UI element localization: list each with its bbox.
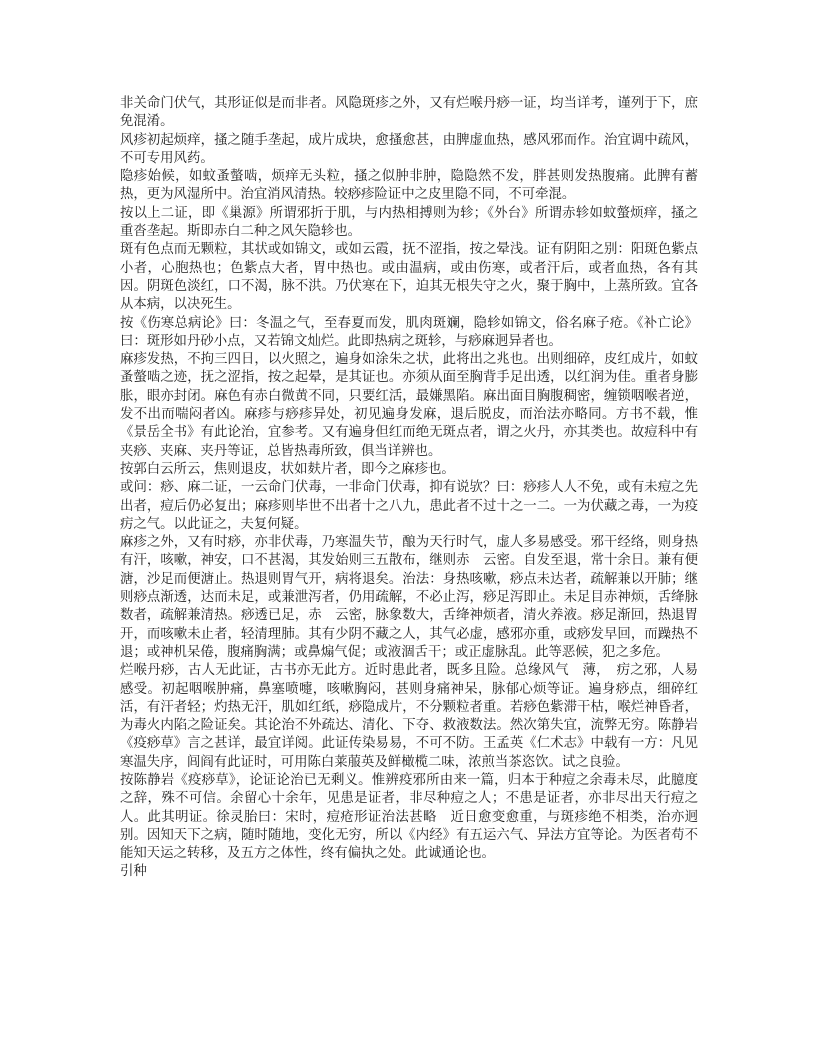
paragraph: 烂喉丹痧，古人无此证，古书亦无此方。近时患此者，既多且险。总缘风气 薄， 疠之邪，人易感受。初起咽喉肿痛，鼻塞喷嚏，咳嗽胸闷，甚则身痛神呆，脉郁心烦等证。遍身痧点，细碎红活，有汗者轻；灼热无汗，肌如红纸，痧隐成片，不分颗粒者重。若痧色紫滞干枯，喉烂神昏者，为毒火内陷之险证矣。其论治不外疏达、清化、下夺、救液数法。然次第失宜，流弊无穷。陈静岩《疫痧草》言之甚详，最宜详阅。此证传染易易，不可不防。王孟英《仁术志》中载有一方：凡见寒温失序，闾阎有此证时，可用陈白莱菔英及鲜橄榄二味，浓煎当茶恣饮。试之良验。 bbox=[120, 662, 698, 769]
paragraph: 斑有色点而无颗粒，其状或如锦文，或如云霞，抚不涩指，按之晕浅。证有阴阳之别：阳斑色紫点小者，心胞热也；色紫点大者，胃中热也。或由温病，或由伤寒，或者汗后，或者血热，各有其因。阴斑色淡红，口不渴，脉不洪。乃伏寒在下，迫其无根失守之火，聚于胸中，上蒸所致。宜各从本病，以决死生。 bbox=[120, 241, 698, 312]
paragraph: 按《伤寒总病论》曰：冬温之气，至春夏而发，肌肉斑斓，隐轸如锦文，俗名麻子疮。《补亡论》曰：斑形如丹砂小点，又若锦文灿烂。此即热病之斑轸，与痧麻迥异者也。 bbox=[120, 314, 698, 348]
paragraph: 隐疹始候，如蚊蚤螫啮，烦痒无头粒，搔之似肿非肿，隐隐然不发，胖甚则发热腹痛。此脾有蓄热，更为风湿所中。治宜消风清热。较痧疹险证中之皮里隐不同，不可牵混。 bbox=[120, 168, 698, 202]
paragraph: 或问：痧、麻二证，一云命门伏毒，一非命门伏毒，抑有说欤？曰：痧疹人人不免，或有未痘之先出者，痘后仍必复出；麻疹则毕世不出者十之八九，患此者不过十之一二。一为伏藏之毒，一为疫疠之气。以此证之，夫复何疑。 bbox=[120, 479, 698, 531]
paragraph: 非关命门伏气，其形证似是而非者。风隐斑疹之外，又有烂喉丹痧一证，均当详考，谨列于下，庶免混淆。 bbox=[120, 95, 698, 129]
section-heading: 引种 bbox=[120, 863, 147, 879]
paragraph: 按郭白云所云，焦则退皮，状如麸片者，即今之麻疹也。 bbox=[120, 460, 455, 476]
paragraph: 麻疹发热，不拘三四日，以火照之，遍身如涂朱之状，此将出之兆也。出则细碎，皮红成片，如蚊蚤螫啮之迹，抚之涩指，按之起晕，是其证也。亦须从面至胸背手足出透，以红润为佳。重者身膨胀，眼亦封闭。麻色有赤白微黄不同，只要红活，最嫌黑陷。麻出面目胸腹稠密，缠锁咽喉者逆，发不出而喘闷者凶。麻疹与痧疹异处，初见遍身发麻，退后脱皮，而治法亦略同。方书不载，惟《景岳全书》有此论治，宜参考。又有遍身但红而绝无斑点者，谓之火丹，亦其类也。故痘科中有夹痧、夹麻、夹丹等证，总皆热毒所致，俱当详辨也。 bbox=[120, 351, 698, 458]
paragraph: 风疹初起烦痒，搔之随手垄起，成片成块，愈搔愈甚，由脾虚血热，感风邪而作。治宜调中疏风，不可专用风药。 bbox=[120, 131, 698, 165]
paragraph: 麻疹之外，又有时痧，亦非伏毒，乃寒温失节，酿为天行时气，虚人多易感受。邪干经络，则身热有汗，咳嗽，神安，口不甚渴，其发始则三五散布，继则赤 云密。自发至退，常十余日。兼有便溏，沙足而便溏止。热退则胃气开，病将退矣。治法：身热咳嗽，痧点未达者，疏解兼以开肺；继则痧点渐透，达而未足，或兼泄泻者，仍用疏解，不必止泻，痧足泻即止。未足目赤神烦，舌绛脉数者，疏解兼清热。痧透已足，赤 云密，脉象数大，舌绛神烦者，清火养液。痧足渐回，热退胃开，而咳嗽未止者，轻清理肺。其有少阴不藏之人，其气必虚，感邪亦重，或痧发早回，而躁热不退；或神机呆倦，腹痛胸满；或鼻煽气促；或液涸舌干；或正虚脉乱。此等恶候，犯之多危。 bbox=[120, 534, 698, 659]
document-body bbox=[120, 94, 698, 881]
paragraph: 按以上二证，即《巢源》所谓邪折于肌，与内热相搏则为轸；《外台》所谓赤轸如蚊螫烦痒，搔之重沓垄起。斯即赤白二种之风矢隐轸也。 bbox=[120, 204, 698, 239]
paragraph: 按陈静岩《疫痧草》，论证论治已无剩义。惟辨疫邪所由来一篇，归本于种痘之余毒未尽，此臆度之辞，殊不可信。余留心十余年，见患是证者，非尽种痘之人；不患是证者，亦非尽出天行痘之人。此其明证。徐灵胎曰：宋时，痘疮形证治法甚略 近日愈变愈重，与斑疹绝不相类，治亦迥别。因知天下之病，随时随地，变化无穷，所以《内经》有五运六气、异法方宜等论。为医者苟不能知天运之转移，及五方之体性，终有偏执之处。此诚通论也。 bbox=[120, 771, 698, 861]
